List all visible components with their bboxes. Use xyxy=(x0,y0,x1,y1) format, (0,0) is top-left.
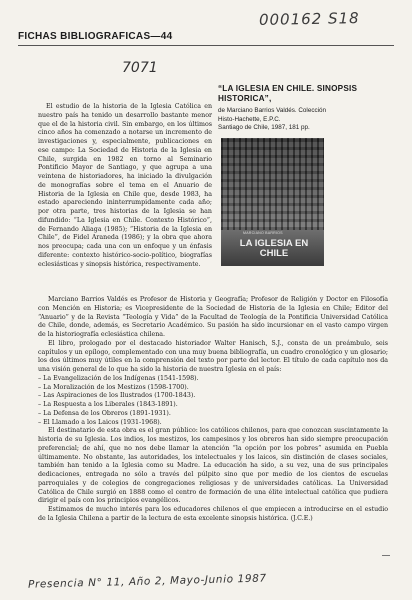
book-meta-publication: Santiago de Chile, 1987, 181 pp. xyxy=(218,124,310,132)
book-meta-author: de Marciano Barrios Valdés. Colección xyxy=(218,107,327,114)
chapter-item: – La Respuesta a los Liberales (1843-1891). xyxy=(38,401,388,410)
cover-author: MARCIANO BARRIOS xyxy=(243,231,283,235)
chapter-item: – La Evangelización de los Indígenas (1541-1598). xyxy=(38,375,388,384)
archive-stamp: 000162 S18 xyxy=(259,9,361,29)
paragraph-author: Marciano Barrios Valdés es Profesor de Historia y Geografía; Profesor de Religión y Doctor en Filosofía con Mención en Historia; es Vicepresidente de la Sociedad de Historia de la Iglesia en Chile; Editor del “Anuario” y de la Revista “Teología y Vida” de la Facultad de Teología de la Pontificia Universidad Católica de Chile, donde, además, es Secretario Académico. Su pasión ha sido incursionar en el vasto campo virgen de la historiografía eclesiástica chilena. xyxy=(38,296,388,338)
intro-column xyxy=(38,103,212,269)
cover-title: LA IGLESIA EN CHILE xyxy=(239,238,309,259)
book-title: “LA IGLESIA EN CHILE. SINOPSIS HISTORICA”, xyxy=(218,84,358,103)
pencil-mark xyxy=(382,555,390,556)
paragraph-conclusion: Estimamos de mucho interés para los educadores chilenos el que empiecen a introducirse en el estudio de la Iglesia Chilena a partir de la lectura de esta excelente sinopsis histórica. (J.C.E.) xyxy=(38,506,388,522)
chapter-item: – La Moralización de los Mestizos (1598-1700). xyxy=(38,384,388,393)
header-rule xyxy=(18,45,394,46)
book-cover-image xyxy=(221,138,324,266)
chapter-item: – El Llamado a los Laicos (1931-1968). xyxy=(38,419,388,428)
book-meta-collection: Histo-Hachette, E.P.C. xyxy=(218,115,281,123)
page-header: FICHAS BIBLIOGRAFICAS—44 xyxy=(18,31,173,42)
paragraph-structure: El libro, prologado por el destacado historiador Walter Hanisch, S.J., consta de un preámbulo, seis capítulos y un epílogo, complementado con una muy buena bibliografía, un cuadro cronológico y un glosario; los dos últimos muy útiles en la comprensión del texto por parte del lector. El título de cada capítulo nos da una visión general de lo que ha sido la historia de nuestra Iglesia en el país: xyxy=(38,339,388,373)
book-meta xyxy=(218,107,404,133)
paragraph-audience: El destinatario de esta obra es el gran público: los católicos chilenos, para que conozcan suscintamente la historia de su Iglesia. Los indios, los mestizos, los campesinos y los obreros han sido siempre preocupación preferencial; de ahí, que no nos debe llamar la atención “la opción por los pobres” asumida en Puebla últimamente. No obstante, las autoridades, los intelectuales y los laicos, sin distinción de clases sociales, también han tenido a la Iglesia como su Madre. La educación ha sido, a su vez, una de sus principales dedicaciones, entregada no sólo a través del púlpito sino que por medio de los cientos de escuelas parroquiales y de colegios de congregaciones religiosas y de universidades católicas. La Universidad Católica de Chile surgió en 1888 como el centro de formación de una élite intelectual católica que pudiera dirigir el país con los principios evangélicos. xyxy=(38,427,388,505)
chapter-item: – Las Aspiraciones de los Ilustrados (1700-1843). xyxy=(38,392,388,401)
handwritten-source-note: Presencia N° 11, Año 2, Mayo-Junio 1987 xyxy=(27,572,267,591)
review-body xyxy=(38,296,388,524)
chapter-item: – La Defensa de los Obreros (1891-1931). xyxy=(38,410,388,419)
cover-pattern xyxy=(221,138,324,230)
chapter-list xyxy=(38,375,388,428)
handwritten-number: 7071 xyxy=(122,60,158,76)
paragraph-intro: El estudio de la historia de la Iglesia Católica en nuestro país ha tenido un desarrollo bastante menor que el de la historia civil. Sin embargo, en los últimos cinco años ha comenzado a notarse un incremento de investigaciones y, especialmente, publicaciones en ese campo: La Sociedad de Historia de la Iglesia en Chile, surgida en 1982 en torno al Seminario Pontificio Mayor de Santiago, y que agrupa a una veintena de historiadores, ha iniciado la divulgación de monografías sobre el tema en el Anuario de Historia de la Iglesia en Chile que, desde 1983, ha estado apareciendo ininterrumpidamente cada año; por otra parte, tres historias de la Iglesia se han difundido: “La Iglesia en Chile. Contexto Histórico”, de Fernando Aliaga (1985); “Historia de la Iglesia en Chile”, de Fidel Araneda (1986); y la obra que ahora nos preocupa; cada una con un enfoque y un énfasis diferente: contexto histórico-socio-político, biografías eclesiásticas y sinopsis histórica, respectivamente. xyxy=(38,103,212,268)
